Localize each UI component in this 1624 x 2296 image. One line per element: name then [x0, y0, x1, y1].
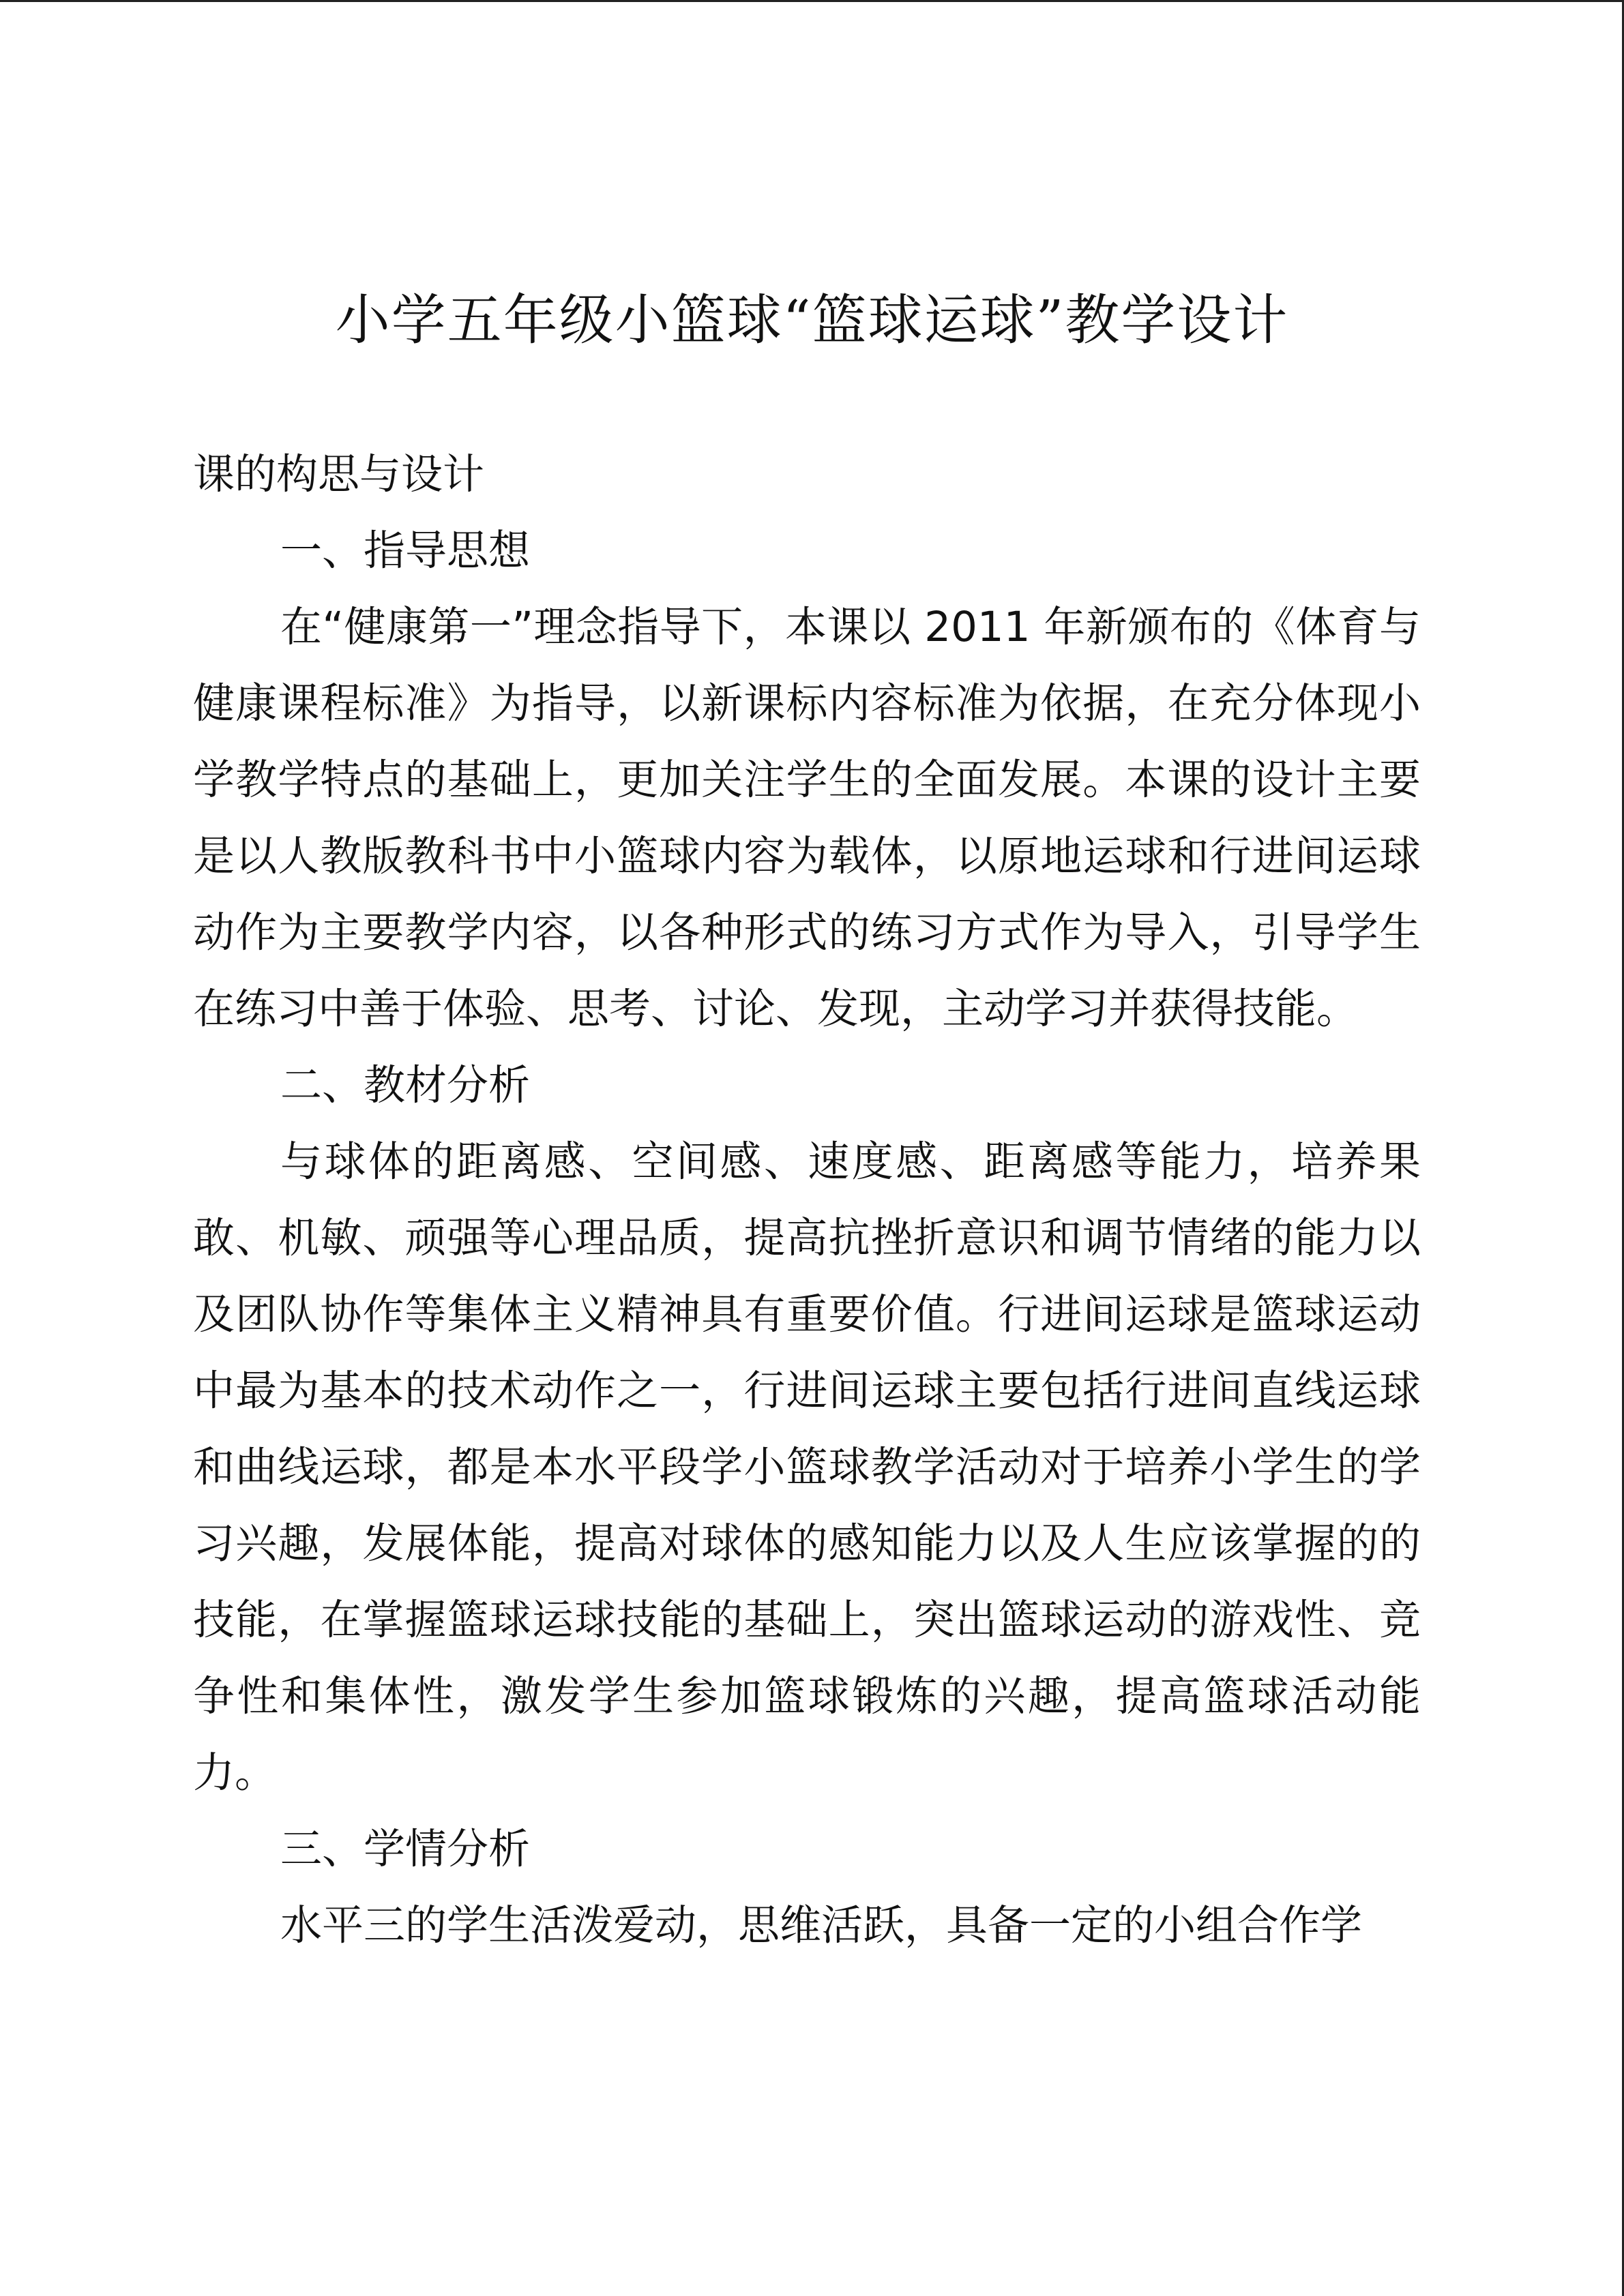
- page-border-top: [0, 0, 1624, 2]
- section-3-heading: 三、学情分析: [280, 1825, 531, 1873]
- document-body: [193, 436, 1421, 1964]
- section-1-heading: 一、指导思想: [280, 526, 531, 575]
- section-2-paragraph: 与球体的距离感、空间感、速度感、距离感等能力，培养果敢、机敏、顽强等心理品质，提高抗挫折意识和调节情绪的能力以及团队协作等集体主义精神具有重要价值。行进间运球是篮球运动中最为基本的技术动作之一，行进间运球主要包括行进间直线运球和曲线运球，都是本水平段学小篮球教学活动对于培养小学生的学习兴趣，发展体能，提高对球体的感知能力以及人生应该掌握的的技能，在掌握篮球运球技能的基础上，突出篮球运动的游戏性、竞争性和集体性，激发学生参加篮球锻炼的兴趣，提高篮球活动能力。: [193, 1137, 1421, 1797]
- section-heading: 课的构思与设计: [193, 450, 485, 498]
- section-1-paragraph: 在“健康第一”理念指导下，本课以 2011 年新颁布的《体育与健康课程标准》为指导，以新课标内容标准为依据，在充分体现小学教学特点的基础上，更加关注学生的全面发展。本课的设计主要是以人教版教科书中小篮球内容为载体，以原地运球和行进间运球动作为主要教学内容，以各种形式的练习方式作为导入，引导学生在练习中善于体验、思考、讨论、发现，主动学习并获得技能。: [193, 603, 1421, 1033]
- section-2-heading: 二、教材分析: [280, 1061, 531, 1109]
- document-title: 小学五年级小篮球“篮球运球”教学设计: [335, 288, 1289, 352]
- section-3-paragraph: 水平三的学生活泼爱动，思维活跃，具备一定的小组合作学: [280, 1901, 1363, 1950]
